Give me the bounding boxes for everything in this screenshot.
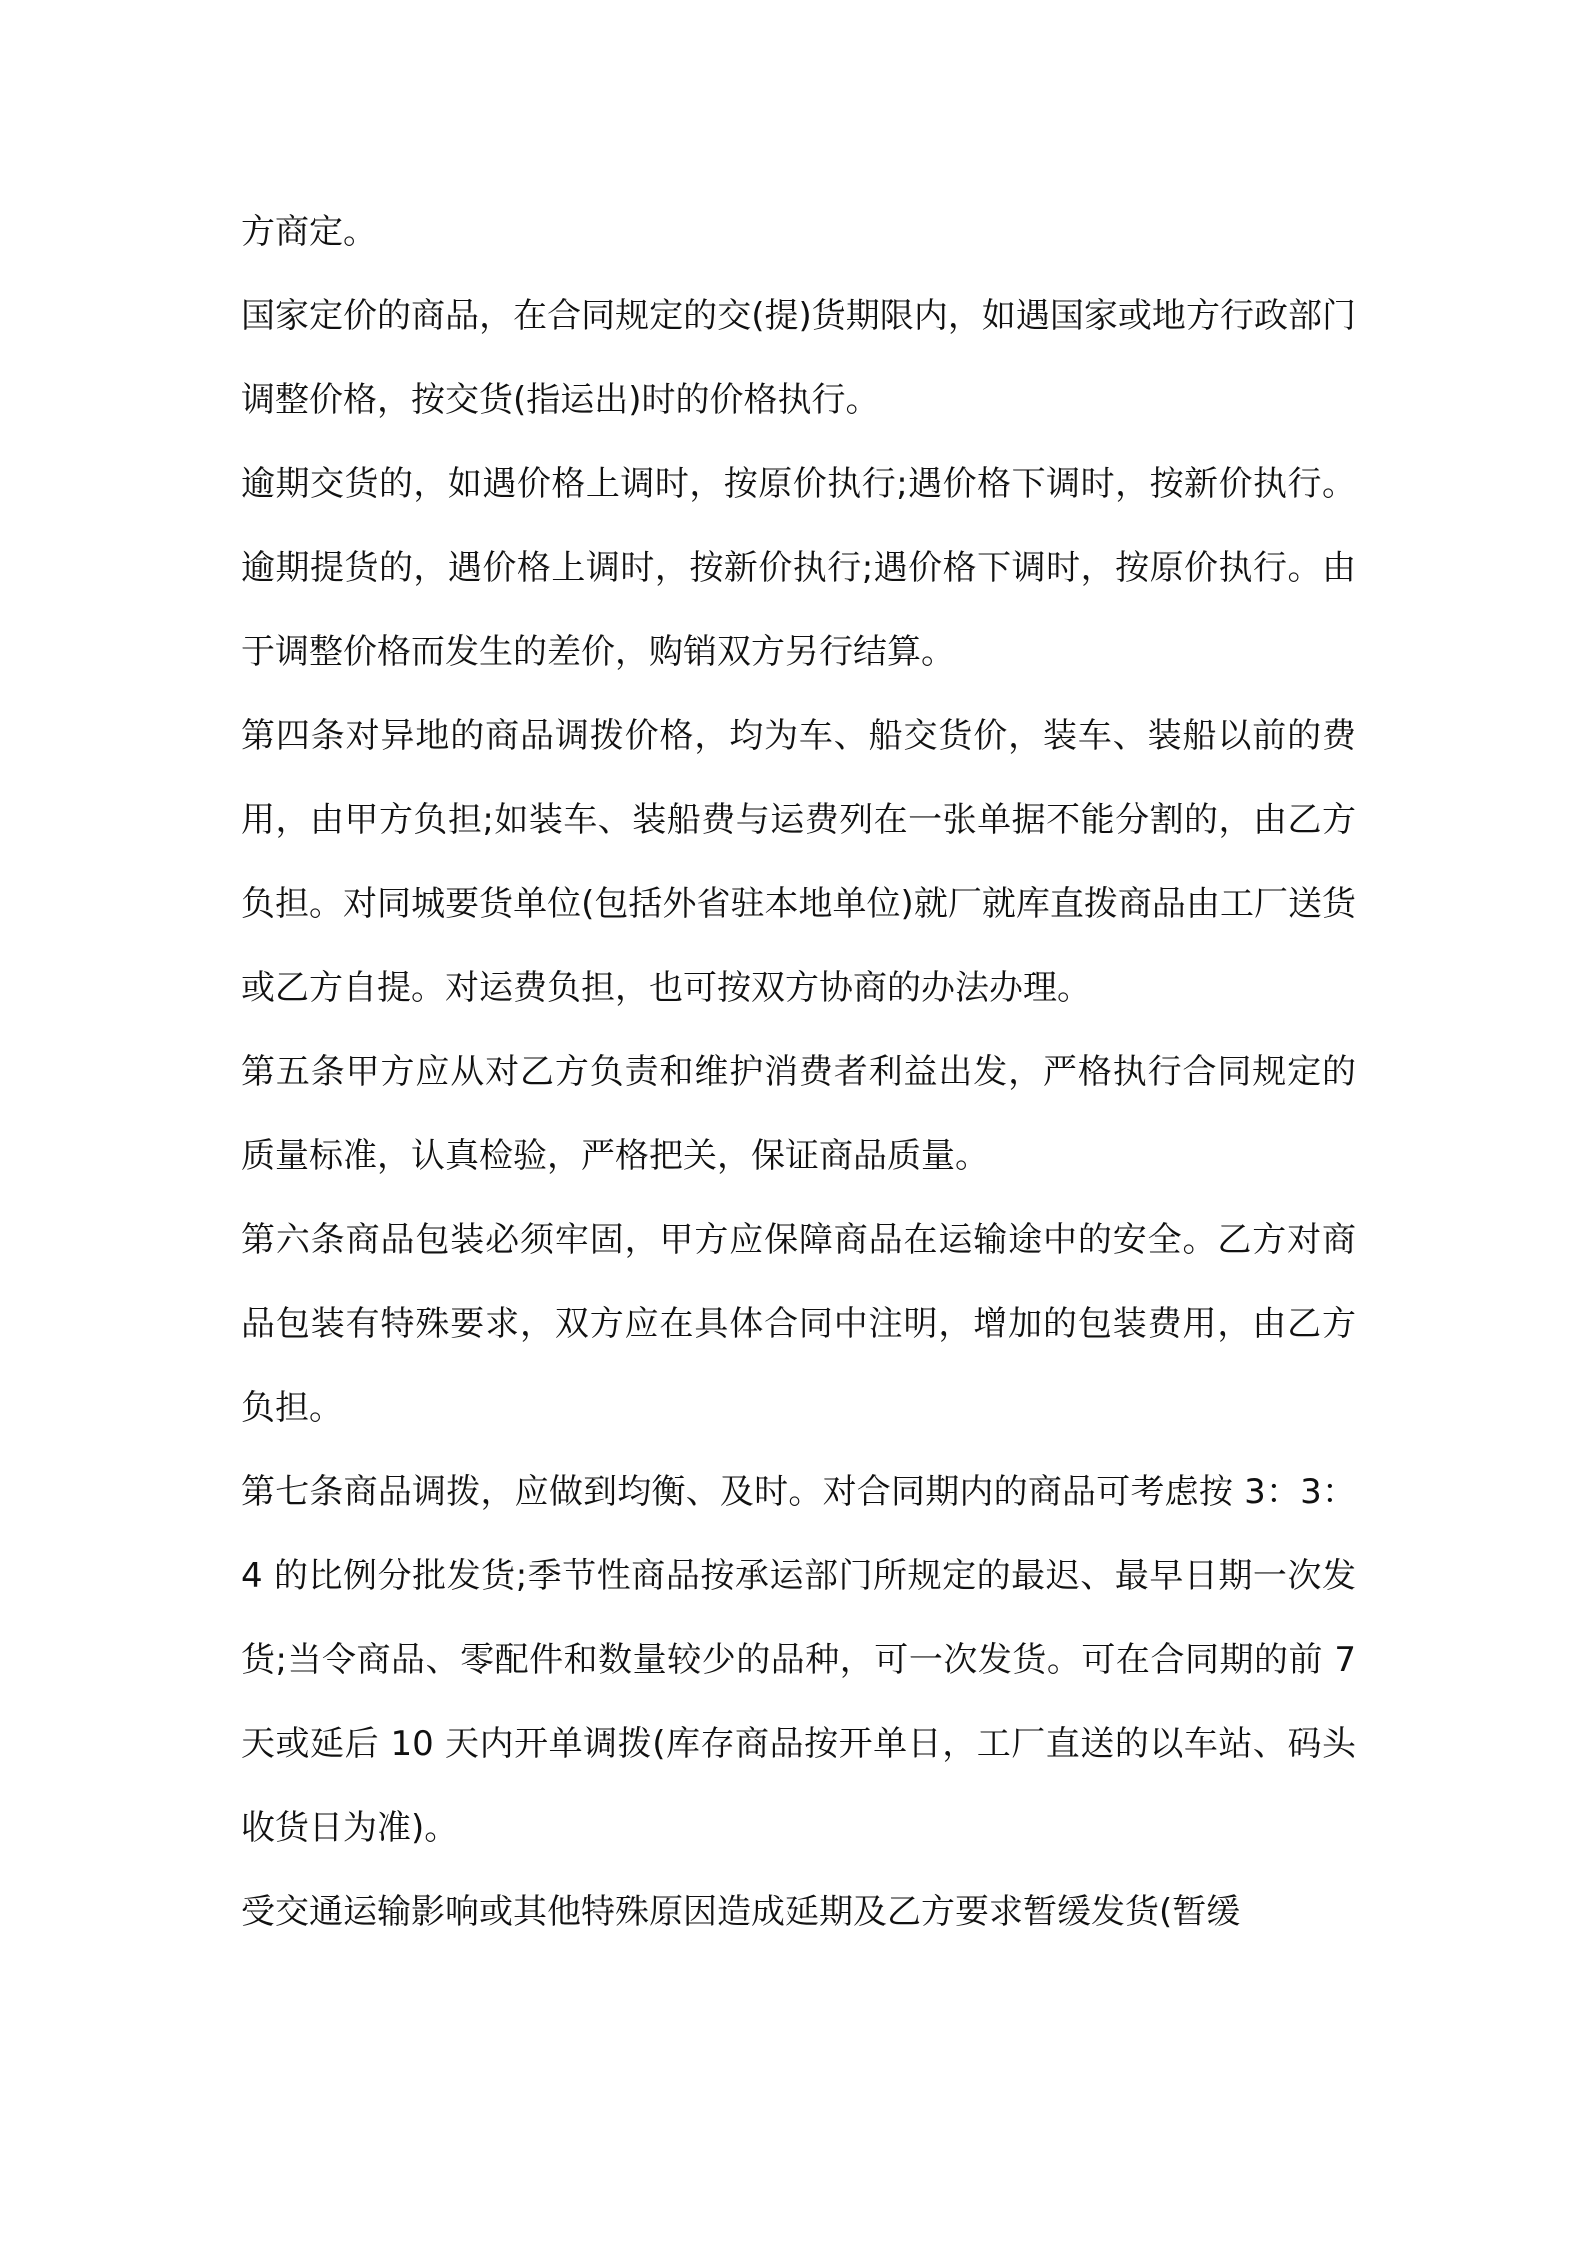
paragraph-4: 第四条对异地的商品调拨价格，均为车、船交货价，装车、装船以前的费用，由甲方负担;如装车、装船费与运费列在一张单据不能分割的，由乙方负担。对同城要货单位(包括外省驻本地单位)就厂就库直拨商品由工厂送货或乙方自提。对运费负担，也可按双方协商的办法办理。 [241, 716, 1356, 1008]
paragraph-5: 第五条甲方应从对乙方负责和维护消费者利益出发，严格执行合同规定的质量标准，认真检验，严格把关，保证商品质量。 [241, 1052, 1356, 1176]
paragraph-3: 逾期交货的，如遇价格上调时，按原价执行;遇价格下调时，按新价执行。逾期提货的，遇价格上调时，按新价执行;遇价格下调时，按原价执行。由于调整价格而发生的差价，购销双方另行结算。 [241, 464, 1356, 672]
document-body [241, 190, 1356, 1954]
paragraph-2: 国家定价的商品，在合同规定的交(提)货期限内，如遇国家或地方行政部门调整价格，按交货(指运出)时的价格执行。 [241, 296, 1356, 420]
paragraph-1: 方商定。 [241, 212, 377, 252]
paragraph-8: 受交通运输影响或其他特殊原因造成延期及乙方要求暂缓发货(暂缓 [241, 1892, 1241, 1932]
paragraph-7: 第七条商品调拨，应做到均衡、及时。对合同期内的商品可考虑按 3：3：4 的比例分批发货;季节性商品按承运部门所规定的最迟、最早日期一次发货;当令商品、零配件和数量较少的品种，可一次发货。可在合同期的前 7 天或延后 10 天内开单调拨(库存商品按开单日，工厂直送的以车站、码头收货日为准)。 [241, 1472, 1356, 1848]
paragraph-6: 第六条商品包装必须牢固，甲方应保障商品在运输途中的安全。乙方对商品包装有特殊要求，双方应在具体合同中注明，增加的包装费用，由乙方负担。 [241, 1220, 1356, 1428]
